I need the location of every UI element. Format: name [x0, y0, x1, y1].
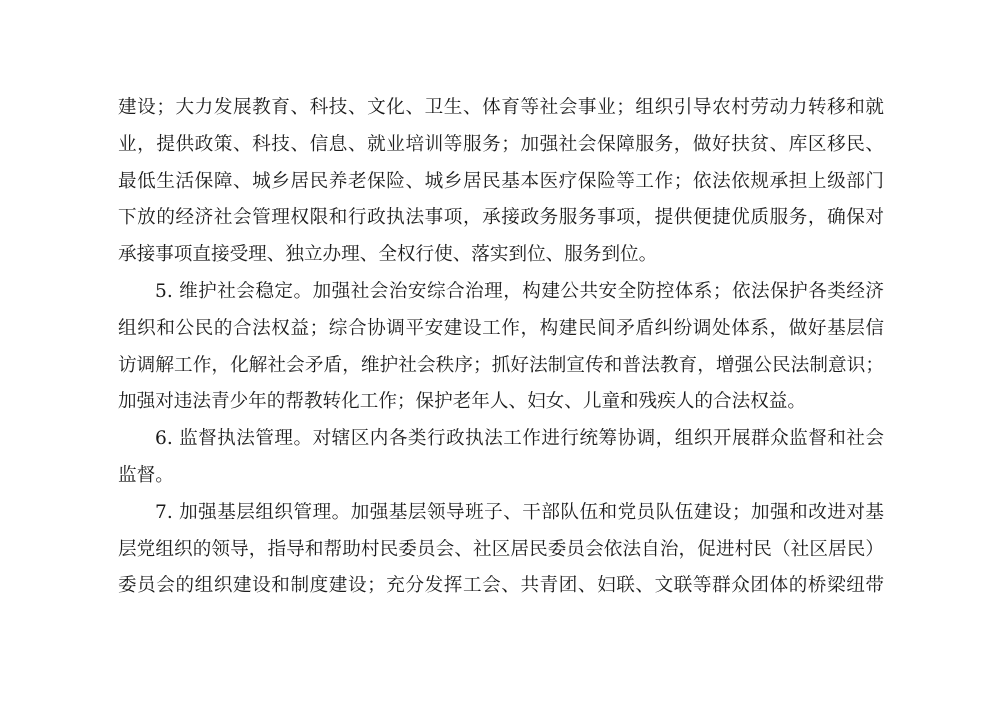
text-line: 层党组织的领导，指导和帮助村民委员会、社区居民委员会依法自治，促进村民（社区居民） [118, 538, 884, 560]
section-5-heading-line: 5. 维护社会稳定。加强社会治安综合治理，构建公共安全防控体系；依法保护各类经济 [155, 280, 884, 302]
text-line: 建设；大力发展教育、科技、文化、卫生、体育等社会事业；组织引导农村劳动力转移和就 [118, 97, 884, 118]
text-line: 下放的经济社会管理权限和行政执法事项，承接政务服务事项，提供便捷优质服务，确保对 [118, 207, 884, 229]
text-line: 承接事项直接受理、独立办理、全权行使、落实到位、服务到位。 [118, 244, 658, 266]
section-7-heading-line: 7. 加强基层组织管理。加强基层领导班子、干部队伍和党员队伍建设；加强和改进对基 [155, 501, 884, 523]
document-body [118, 90, 884, 605]
text-line: 访调解工作，化解社会矛盾，维护社会秩序；抓好法制宣传和普法教育，增强公民法制意识； [118, 354, 884, 376]
text-line: 加强对违法青少年的帮教转化工作；保护老年人、妇女、儿童和残疾人的合法权益。 [118, 391, 806, 413]
text-line: 委员会的组织建设和制度建设；充分发挥工会、共青团、妇联、文联等群众团体的桥梁纽带 [118, 575, 884, 597]
text-line: 业，提供政策、科技、信息、就业培训等服务；加强社会保障服务，做好扶贫、库区移民、 [118, 133, 884, 155]
section-6-heading-line: 6. 监督执法管理。对辖区内各类行政执法工作进行统筹协调，组织开展群众监督和社会 [155, 428, 884, 450]
text-line: 最低生活保障、城乡居民养老保险、城乡居民基本医疗保险等工作；依法依规承担上级部门 [118, 170, 884, 192]
text-line: 监督。 [118, 464, 174, 486]
text-line: 组织和公民的合法权益；综合协调平安建设工作，构建民间矛盾纠纷调处体系，做好基层信 [118, 317, 884, 339]
